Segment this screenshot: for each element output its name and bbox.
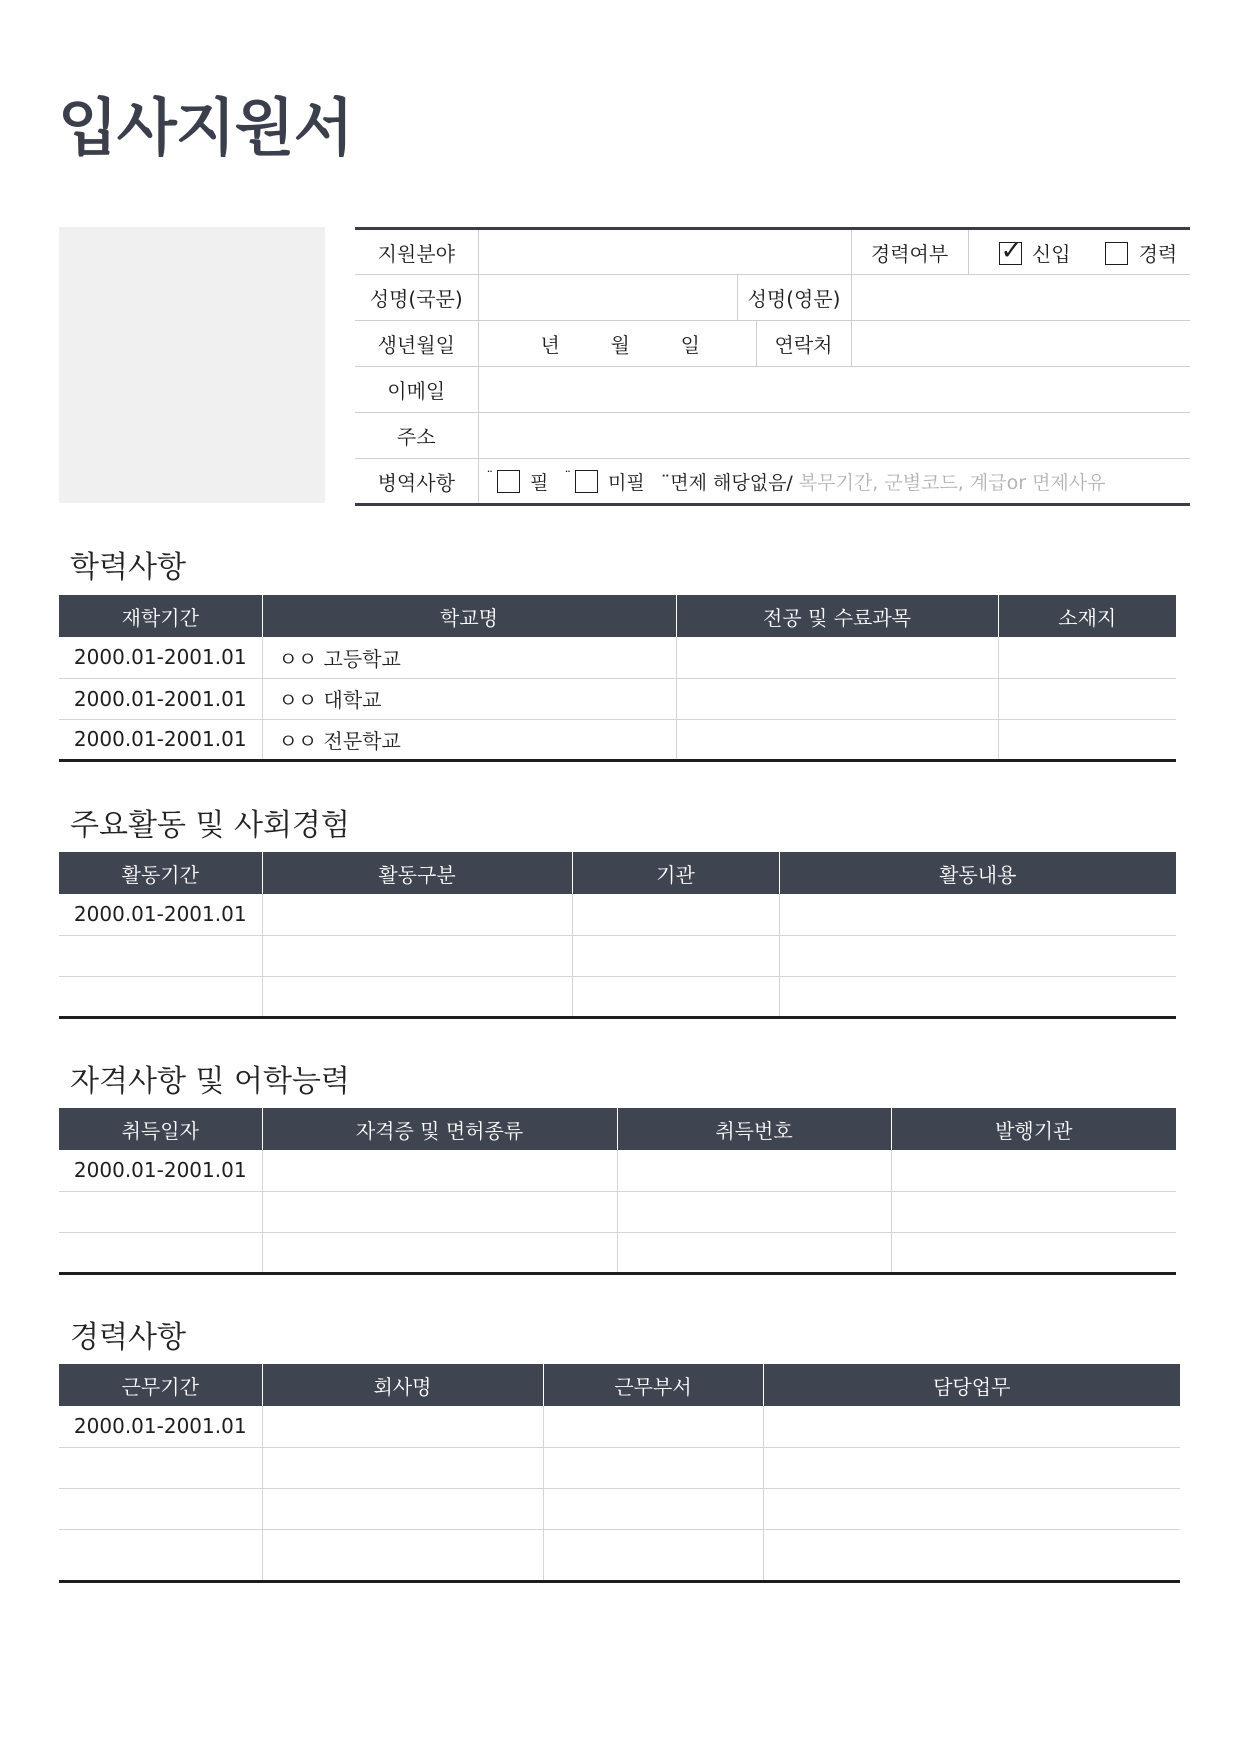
address-label: 주소 xyxy=(355,413,478,459)
activities-table xyxy=(59,852,1176,1019)
military-dots: ¨ xyxy=(486,469,493,485)
address-input[interactable] xyxy=(478,413,1190,459)
table-cell[interactable] xyxy=(59,1232,262,1273)
table-cell[interactable] xyxy=(572,976,779,1017)
career-label: 경력여부 xyxy=(851,229,968,275)
column-header: 자격증 및 면허종류 xyxy=(262,1108,617,1150)
career-option-experienced-label: 경력 xyxy=(1138,241,1178,266)
column-header: 재학기간 xyxy=(59,595,262,637)
activities-heading: 주요활동 및 사회경험 xyxy=(70,808,350,843)
table-cell[interactable] xyxy=(998,678,1176,719)
table-cell[interactable] xyxy=(572,935,779,976)
table-cell[interactable]: ㅇㅇ 대학교 xyxy=(262,678,676,719)
column-header: 기관 xyxy=(572,852,779,894)
military-notdone-label: 미필 xyxy=(608,471,645,494)
table-cell[interactable] xyxy=(59,935,262,976)
contact-label: 연락처 xyxy=(756,321,851,367)
table-cell[interactable]: ㅇㅇ 전문학교 xyxy=(262,719,676,760)
table-cell[interactable] xyxy=(262,1529,543,1581)
birth-label: 생년월일 xyxy=(355,321,478,367)
table-row xyxy=(59,719,1176,760)
career-table xyxy=(59,1364,1180,1583)
table-cell[interactable] xyxy=(262,1406,543,1447)
certifications-heading: 자격사항 및 어학능력 xyxy=(70,1064,350,1099)
table-row xyxy=(59,894,1176,935)
table-cell[interactable] xyxy=(543,1406,763,1447)
table-cell[interactable] xyxy=(59,1529,262,1581)
table-cell[interactable] xyxy=(262,1488,543,1529)
military-label: 병역사항 xyxy=(377,470,455,495)
birth-day-label: 일 xyxy=(680,333,700,357)
career-option-new-label: 신입 xyxy=(1031,241,1071,266)
table-cell[interactable] xyxy=(59,976,262,1017)
checkbox-military-notdone-icon[interactable] xyxy=(575,470,598,493)
education-heading: 학력사항 xyxy=(70,550,186,585)
checkbox-experienced-icon[interactable] xyxy=(1105,242,1128,265)
photo-placeholder[interactable] xyxy=(59,227,325,503)
table-cell[interactable] xyxy=(543,1447,763,1488)
table-cell[interactable] xyxy=(891,1191,1176,1232)
table-row xyxy=(59,1191,1176,1232)
column-header: 활동내용 xyxy=(779,852,1176,894)
military-dots: ¨ xyxy=(564,469,571,485)
table-cell[interactable]: 2000.01-2001.01 xyxy=(59,678,262,719)
column-header: 근무기간 xyxy=(59,1364,262,1406)
email-input[interactable] xyxy=(478,367,1190,413)
table-cell[interactable] xyxy=(779,976,1176,1017)
table-cell[interactable] xyxy=(779,894,1176,935)
name-en-label: 성명(영문) xyxy=(737,275,851,321)
table-cell[interactable] xyxy=(262,1191,617,1232)
name-en-input[interactable] xyxy=(851,275,1190,321)
table-cell[interactable] xyxy=(59,1191,262,1232)
contact-input[interactable] xyxy=(851,321,1190,367)
table-cell[interactable]: 2000.01-2001.01 xyxy=(73,727,247,751)
checkbox-military-done-icon[interactable] xyxy=(497,470,520,493)
table-cell[interactable] xyxy=(59,1447,262,1488)
table-cell[interactable] xyxy=(676,678,998,719)
table-cell[interactable] xyxy=(572,894,779,935)
column-header: 취득번호 xyxy=(617,1108,891,1150)
email-label: 이메일 xyxy=(355,367,478,413)
education-table xyxy=(59,595,1176,762)
column-header: 취득일자 xyxy=(59,1108,262,1150)
military-hint: 복무기간, 군별코드, 계급or 면제사유 xyxy=(798,471,1106,494)
birth-input[interactable] xyxy=(478,321,756,367)
table-cell[interactable] xyxy=(262,935,572,976)
table-cell[interactable] xyxy=(617,1150,891,1191)
field-input[interactable] xyxy=(478,229,851,275)
column-header: 발행기관 xyxy=(891,1108,1176,1150)
table-row xyxy=(59,1447,1180,1488)
career-heading: 경력사항 xyxy=(70,1320,186,1355)
table-row xyxy=(59,1488,1180,1529)
applicant-info-table xyxy=(355,227,1190,506)
table-row xyxy=(59,1406,1180,1447)
table-cell[interactable] xyxy=(262,1232,617,1273)
table-cell[interactable] xyxy=(891,1150,1176,1191)
table-cell[interactable] xyxy=(763,1406,1180,1447)
name-kr-input[interactable] xyxy=(478,275,737,321)
table-row xyxy=(59,637,1176,678)
table-row xyxy=(59,1529,1180,1581)
table-cell[interactable] xyxy=(262,1150,617,1191)
military-options xyxy=(478,459,1190,505)
table-cell[interactable] xyxy=(779,935,1176,976)
table-cell[interactable]: ㅇㅇ 고등학교 xyxy=(262,637,676,678)
field-label: 지원분야 xyxy=(355,229,478,275)
page-title: 입사지원서 xyxy=(58,91,353,164)
table-cell[interactable] xyxy=(998,637,1176,678)
table-cell[interactable] xyxy=(891,1232,1176,1273)
table-cell[interactable] xyxy=(59,1488,262,1529)
career-options xyxy=(968,229,1190,275)
column-header: 회사명 xyxy=(262,1364,543,1406)
column-header: 담당업무 xyxy=(763,1364,1180,1406)
birth-year-label: 년 xyxy=(540,333,560,357)
certifications-table xyxy=(59,1108,1176,1275)
table-cell[interactable] xyxy=(763,1529,1180,1581)
military-done-label: 필 xyxy=(530,471,549,494)
table-cell[interactable] xyxy=(543,1529,763,1581)
table-cell[interactable] xyxy=(617,1191,891,1232)
column-header: 활동구분 xyxy=(262,852,572,894)
column-header: 근무부서 xyxy=(543,1364,763,1406)
table-row xyxy=(59,1232,1176,1273)
column-header: 활동기간 xyxy=(59,852,262,894)
table-cell[interactable]: 2000.01-2001.01 xyxy=(59,894,262,935)
military-exempt-label: ¨면제 해당없음/ xyxy=(660,471,793,494)
table-cell[interactable] xyxy=(763,1488,1180,1529)
table-cell[interactable]: 2000.01-2001.01 xyxy=(59,637,262,678)
checkbox-new-icon[interactable] xyxy=(999,242,1022,265)
table-row xyxy=(59,976,1176,1017)
table-cell[interactable] xyxy=(617,1232,891,1273)
table-row xyxy=(59,935,1176,976)
table-row xyxy=(59,678,1176,719)
column-header: 소재지 xyxy=(998,595,1176,637)
table-cell[interactable] xyxy=(543,1488,763,1529)
table-cell[interactable] xyxy=(998,719,1176,760)
birth-month-label: 월 xyxy=(610,333,630,357)
table-cell[interactable] xyxy=(262,894,572,935)
column-header: 전공 및 수료과목 xyxy=(676,595,998,637)
table-cell[interactable]: 2000.01-2001.01 xyxy=(59,1150,262,1191)
table-cell[interactable] xyxy=(676,719,998,760)
table-cell[interactable] xyxy=(676,637,998,678)
table-row xyxy=(59,1150,1176,1191)
table-cell[interactable]: 2000.01-2001.01 xyxy=(59,1406,262,1447)
name-kr-label: 성명(국문) xyxy=(355,275,478,321)
column-header: 학교명 xyxy=(262,595,676,637)
table-cell[interactable] xyxy=(262,976,572,1017)
table-cell[interactable] xyxy=(262,1447,543,1488)
table-cell[interactable] xyxy=(763,1447,1180,1488)
